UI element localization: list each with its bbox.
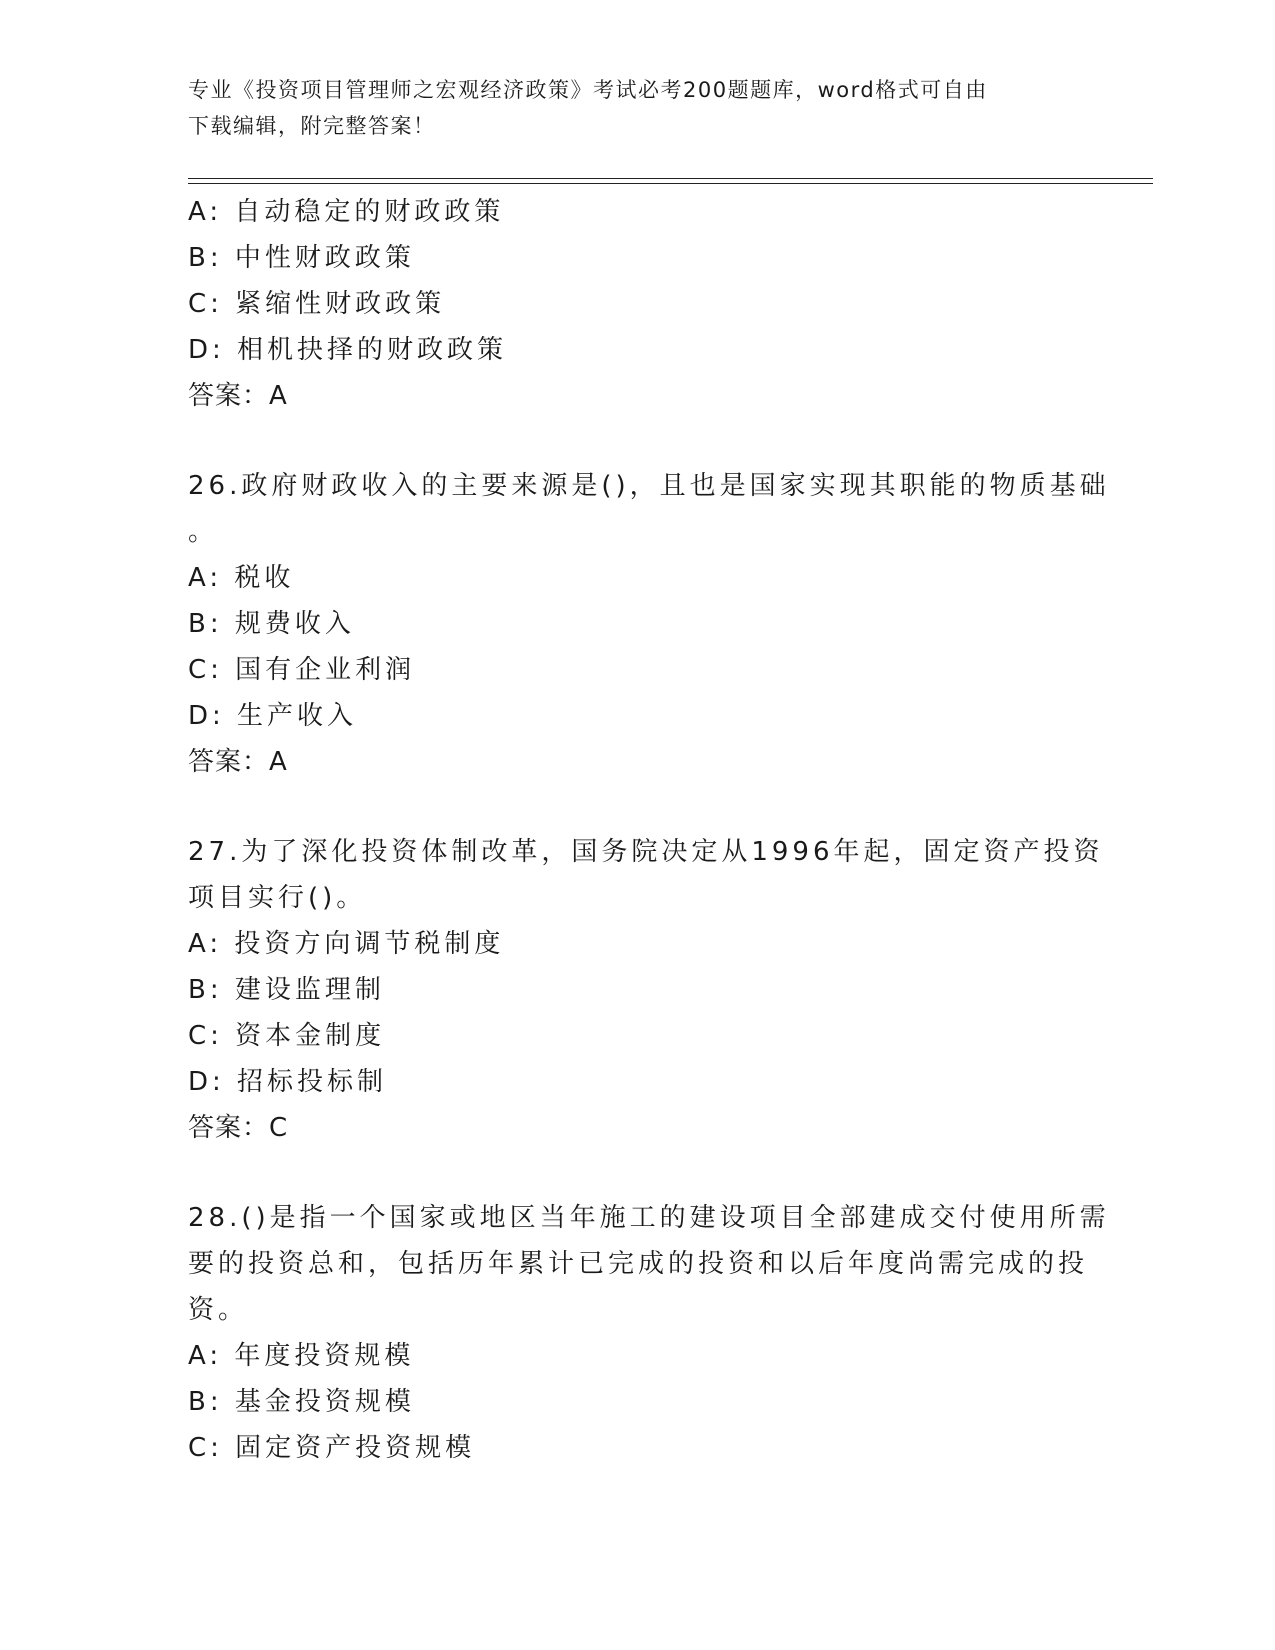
option-a: A: 年度投资规模 — [188, 1341, 415, 1371]
option-c: C: 国有企业利润 — [188, 655, 416, 685]
question-25 — [188, 189, 1088, 419]
option-a: A: 税收 — [188, 563, 295, 593]
answer: 答案：A — [188, 381, 288, 411]
option-c: C: 紧缩性财政政策 — [188, 289, 446, 319]
option-a: A: 自动稳定的财政政策 — [188, 197, 505, 227]
question-stem-line-2: 。 — [188, 517, 219, 547]
option-d: D: 招标投标制 — [188, 1067, 388, 1097]
option-a: A: 投资方向调节税制度 — [188, 929, 505, 959]
answer: 答案：A — [188, 747, 288, 777]
option-b: B: 中性财政政策 — [188, 243, 415, 273]
option-c: C: 资本金制度 — [188, 1021, 386, 1051]
header-line-1: 专业《投资项目管理师之宏观经济政策》考试必考200题题库，word格式可自由 — [188, 78, 988, 102]
question-27 — [188, 829, 1104, 1151]
question-stem-line-2: 项目实行()。 — [188, 883, 367, 913]
question-stem-line-1: 28.()是指一个国家或地区当年施工的建设项目全部建成交付使用所需 — [188, 1203, 1110, 1233]
question-28 — [188, 1195, 1110, 1471]
header-divider-bottom — [188, 183, 1153, 184]
question-stem-line-2: 要的投资总和，包括历年累计已完成的投资和以后年度尚需完成的投 — [188, 1249, 1089, 1279]
header-line-2: 下载编辑，附完整答案！ — [188, 114, 436, 138]
option-d: D: 相机抉择的财政政策 — [188, 335, 508, 365]
option-b: B: 基金投资规模 — [188, 1387, 415, 1417]
question-stem-line-3: 资。 — [188, 1295, 249, 1325]
question-stem-line-1: 27.为了深化投资体制改革，国务院决定从1996年起，固定资产投资 — [188, 837, 1104, 867]
option-b: B: 建设监理制 — [188, 975, 385, 1005]
question-stem-line-1: 26.政府财政收入的主要来源是()，且也是国家实现其职能的物质基础 — [188, 471, 1110, 501]
document-header — [188, 72, 1068, 144]
option-d: D: 生产收入 — [188, 701, 358, 731]
question-26 — [188, 463, 1110, 785]
question-list — [188, 189, 1110, 1471]
header-divider-top — [188, 178, 1153, 179]
option-c: C: 固定资产投资规模 — [188, 1433, 476, 1463]
answer: 答案：C — [188, 1113, 289, 1143]
option-b: B: 规费收入 — [188, 609, 355, 639]
